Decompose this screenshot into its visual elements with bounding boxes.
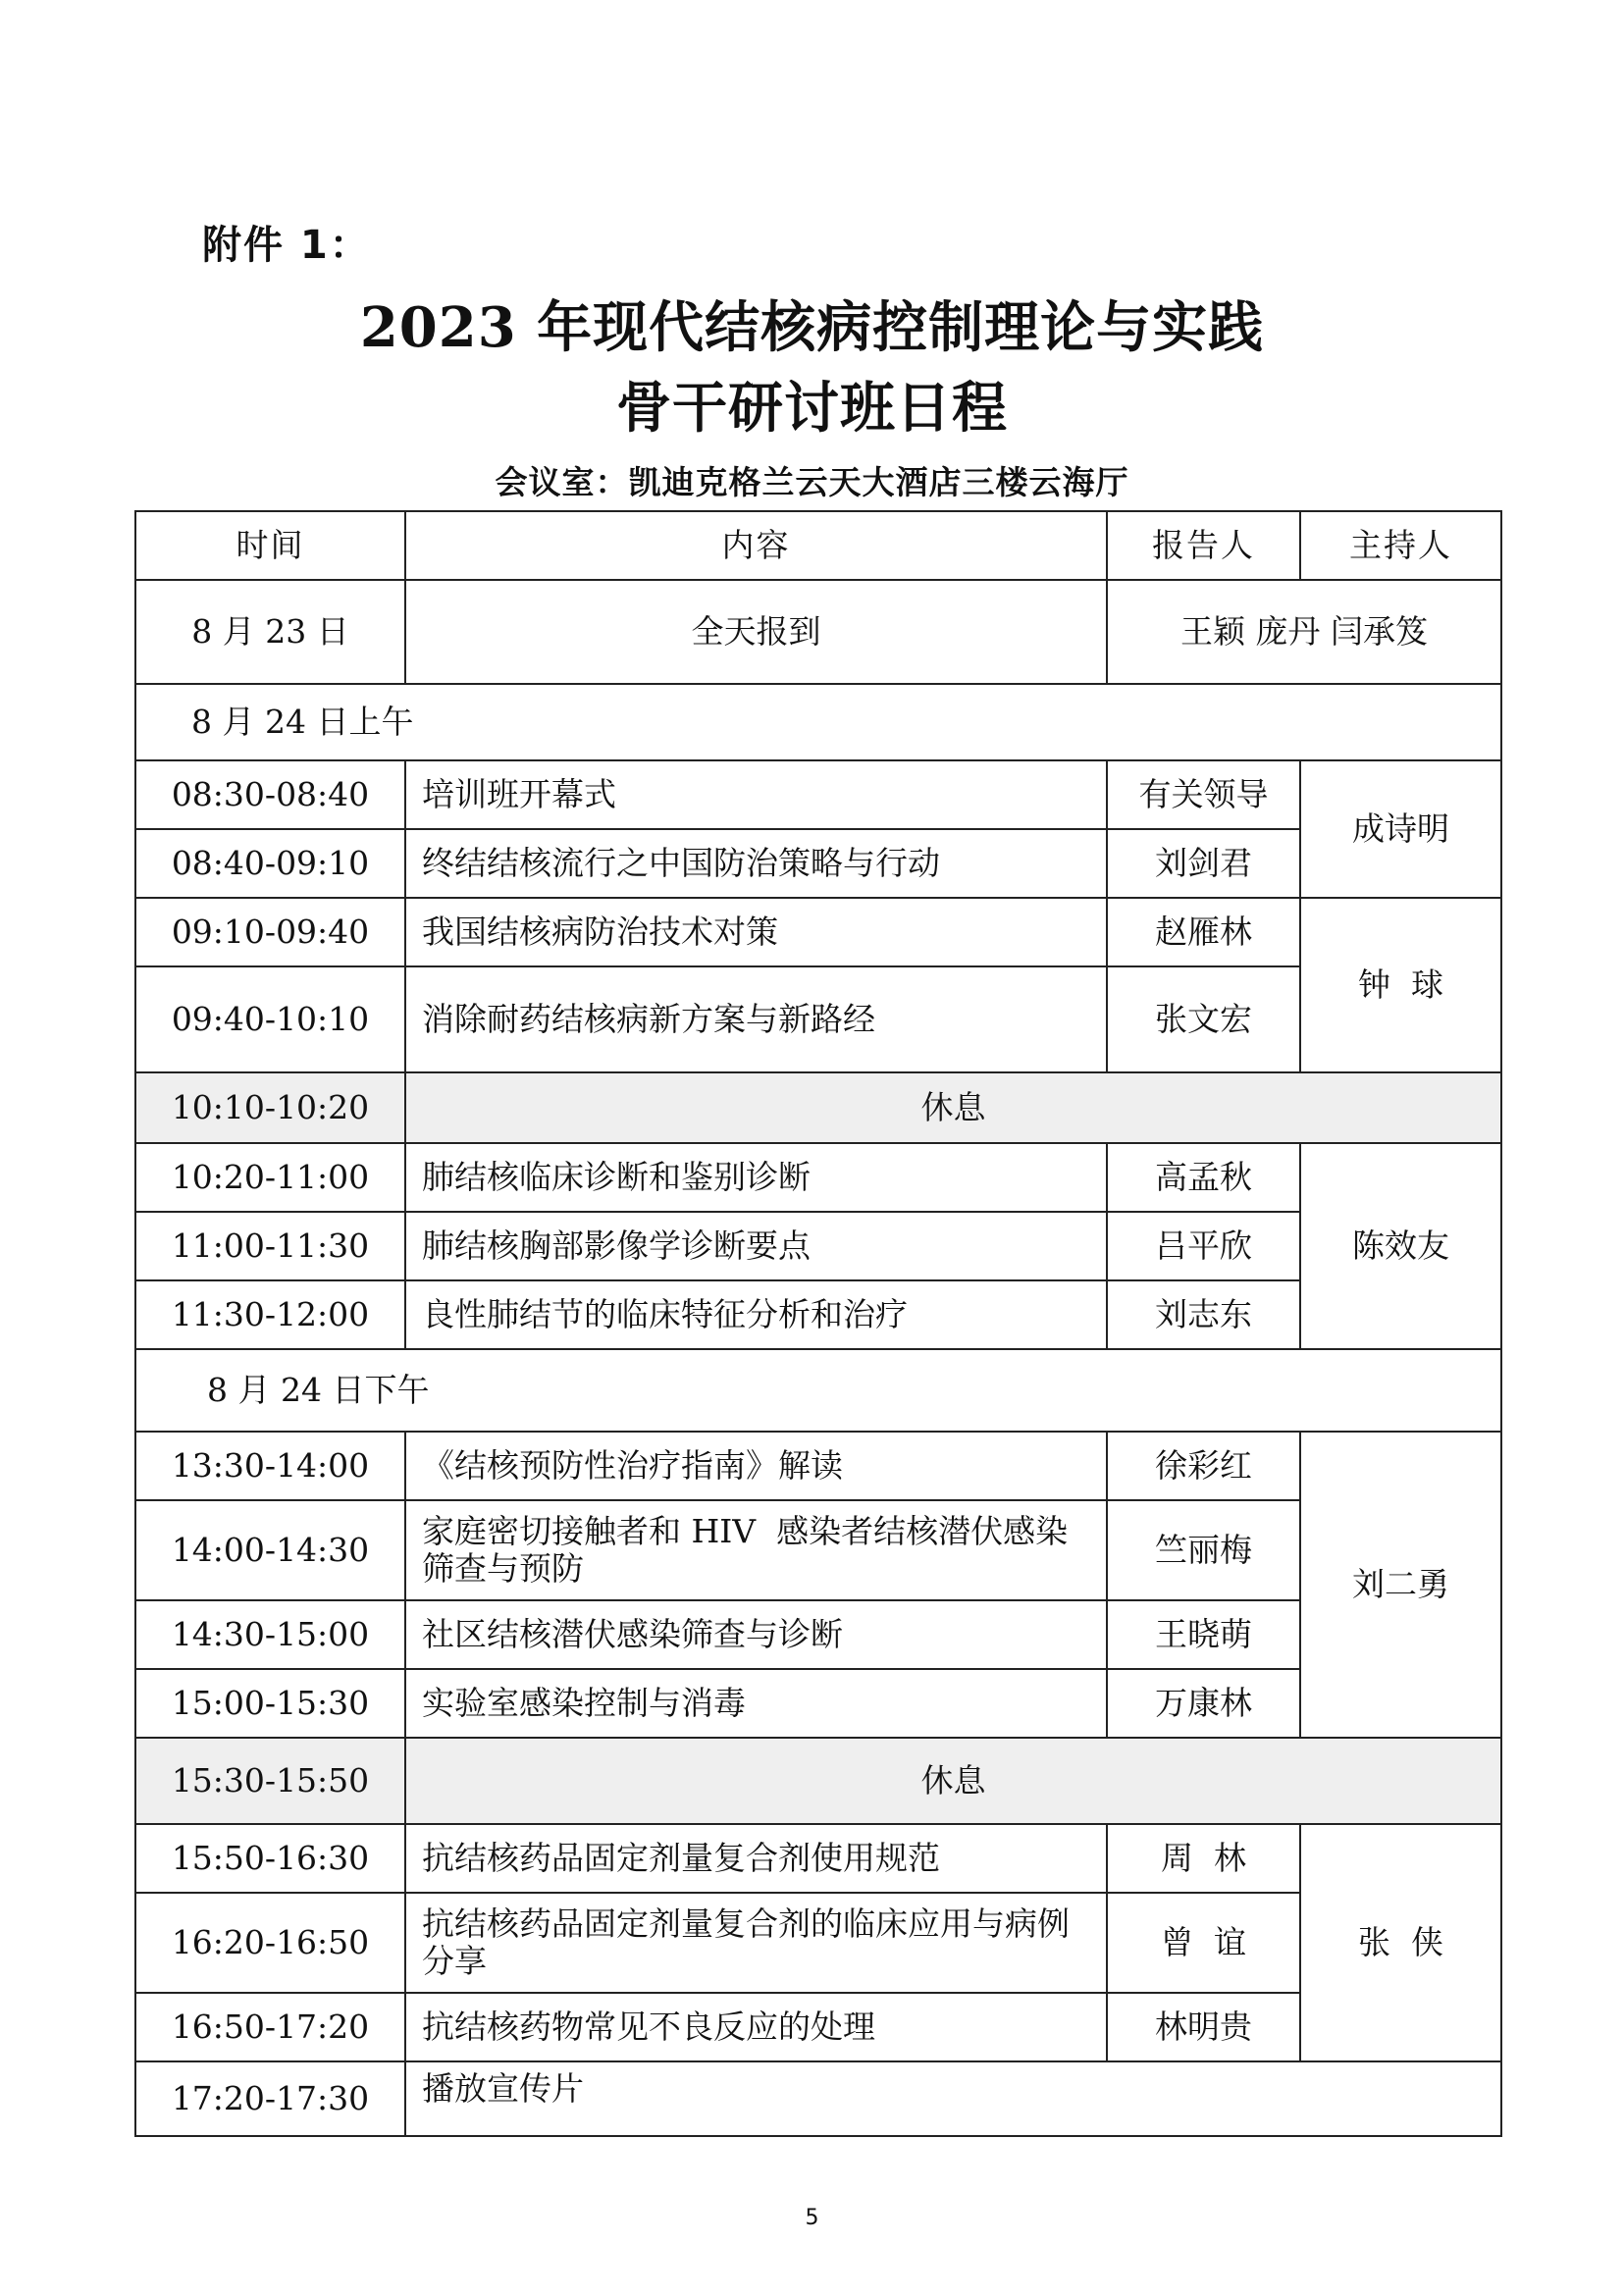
row-time: 16:20-16:50 xyxy=(135,1893,405,1993)
row-content: 家庭密切接触者和 HIV 感染者结核潜伏感染筛查与预防 xyxy=(405,1500,1107,1600)
row-content: 抗结核药品固定剂量复合剂的临床应用与病例分享 xyxy=(405,1893,1107,1993)
row-content: 《结核预防性治疗指南》解读 xyxy=(405,1432,1107,1500)
row-time: 11:30-12:00 xyxy=(135,1280,405,1349)
break-row xyxy=(135,1738,1501,1824)
table-row xyxy=(135,1993,1501,2061)
day1-content: 全天报到 xyxy=(405,580,1107,684)
schedule-table xyxy=(134,510,1502,2137)
document-title-line2: 骨干研讨班日程 xyxy=(616,376,1008,441)
row-time: 15:50-16:30 xyxy=(135,1824,405,1893)
row-time: 10:10-10:20 xyxy=(135,1072,405,1143)
row-content: 实验室感染控制与消毒 xyxy=(405,1669,1107,1738)
table-row xyxy=(135,1280,1501,1349)
row-content: 抗结核药品固定剂量复合剂使用规范 xyxy=(405,1824,1107,1893)
row-time: 09:40-10:10 xyxy=(135,966,405,1072)
row-speaker: 高孟秋 xyxy=(1107,1143,1300,1212)
header-row xyxy=(135,511,1501,580)
table-row xyxy=(135,829,1501,898)
row-time: 14:00-14:30 xyxy=(135,1500,405,1600)
section-row-am xyxy=(135,684,1501,760)
row-speaker: 万康林 xyxy=(1107,1669,1300,1738)
header-time: 时间 xyxy=(135,511,405,580)
section-label-am: 8 月 24 日上午 xyxy=(135,684,1501,760)
break-label: 休息 xyxy=(405,1738,1501,1824)
row-time: 15:30-15:50 xyxy=(135,1738,405,1824)
row-time: 13:30-14:00 xyxy=(135,1432,405,1500)
row-speaker: 林明贵 xyxy=(1107,1993,1300,2061)
row-speaker: 张文宏 xyxy=(1107,966,1300,1072)
table-row xyxy=(135,760,1501,829)
table-row xyxy=(135,1600,1501,1669)
row-time: 09:10-09:40 xyxy=(135,898,405,966)
row-time: 10:20-11:00 xyxy=(135,1143,405,1212)
header-content: 内容 xyxy=(405,511,1107,580)
row-content: 良性肺结节的临床特征分析和治疗 xyxy=(405,1280,1107,1349)
row-content: 社区结核潜伏感染筛查与诊断 xyxy=(405,1600,1107,1669)
host-cell: 刘二勇 xyxy=(1300,1432,1501,1738)
table-row xyxy=(135,1824,1501,1893)
day1-staff: 王颖 庞丹 闫承笈 xyxy=(1107,580,1501,684)
row-time: 11:00-11:30 xyxy=(135,1212,405,1280)
table-row xyxy=(135,1143,1501,1212)
table-row xyxy=(135,1500,1501,1600)
table-row xyxy=(135,1432,1501,1500)
row-speaker: 刘志东 xyxy=(1107,1280,1300,1349)
row-content: 消除耐药结核病新方案与新路经 xyxy=(405,966,1107,1072)
row-content: 播放宣传片 xyxy=(405,2061,1501,2136)
row-content: 培训班开幕式 xyxy=(405,760,1107,829)
row-time: 17:20-17:30 xyxy=(135,2061,405,2136)
row-speaker: 王晓萌 xyxy=(1107,1600,1300,1669)
row-content: 肺结核临床诊断和鉴别诊断 xyxy=(405,1143,1107,1212)
row-speaker: 有关领导 xyxy=(1107,760,1300,829)
header-speaker: 报告人 xyxy=(1107,511,1300,580)
document-title-line1: 2023 年现代结核病控制理论与实践 xyxy=(359,295,1265,360)
row-speaker: 吕平欣 xyxy=(1107,1212,1300,1280)
host-cell: 钟 球 xyxy=(1300,898,1501,1072)
row-content: 终结结核流行之中国防治策略与行动 xyxy=(405,829,1107,898)
table-row xyxy=(135,1669,1501,1738)
attachment-label: 附件 1： xyxy=(202,223,371,268)
section-label-pm: 8 月 24 日下午 xyxy=(135,1349,1501,1432)
row-speaker: 曾 谊 xyxy=(1107,1893,1300,1993)
table-row xyxy=(135,1893,1501,1993)
row-time: 08:30-08:40 xyxy=(135,760,405,829)
section-row-pm xyxy=(135,1349,1501,1432)
host-cell: 张 侠 xyxy=(1300,1824,1501,2061)
row-speaker: 周 林 xyxy=(1107,1824,1300,1893)
break-label: 休息 xyxy=(405,1072,1501,1143)
row-speaker: 刘剑君 xyxy=(1107,829,1300,898)
row-time: 14:30-15:00 xyxy=(135,1600,405,1669)
row-time: 15:00-15:30 xyxy=(135,1669,405,1738)
table-row xyxy=(135,1212,1501,1280)
row-speaker: 竺丽梅 xyxy=(1107,1500,1300,1600)
table-row xyxy=(135,966,1501,1072)
row-content: 抗结核药物常见不良反应的处理 xyxy=(405,1993,1107,2061)
row-speaker: 赵雁林 xyxy=(1107,898,1300,966)
day1-date: 8 月 23 日 xyxy=(135,580,405,684)
header-host: 主持人 xyxy=(1300,511,1501,580)
row-content: 我国结核病防治技术对策 xyxy=(405,898,1107,966)
row-time: 08:40-09:10 xyxy=(135,829,405,898)
table-row xyxy=(135,580,1501,684)
venue-line: 会议室：凯迪克格兰云天大酒店三楼云海厅 xyxy=(495,463,1129,501)
row-speaker: 徐彩红 xyxy=(1107,1432,1300,1500)
row-content: 肺结核胸部影像学诊断要点 xyxy=(405,1212,1107,1280)
break-row xyxy=(135,1072,1501,1143)
page-number: 5 xyxy=(805,2206,819,2230)
host-cell: 陈效友 xyxy=(1300,1143,1501,1349)
table-row xyxy=(135,898,1501,966)
table-row xyxy=(135,2061,1501,2136)
row-time: 16:50-17:20 xyxy=(135,1993,405,2061)
host-cell: 成诗明 xyxy=(1300,760,1501,898)
